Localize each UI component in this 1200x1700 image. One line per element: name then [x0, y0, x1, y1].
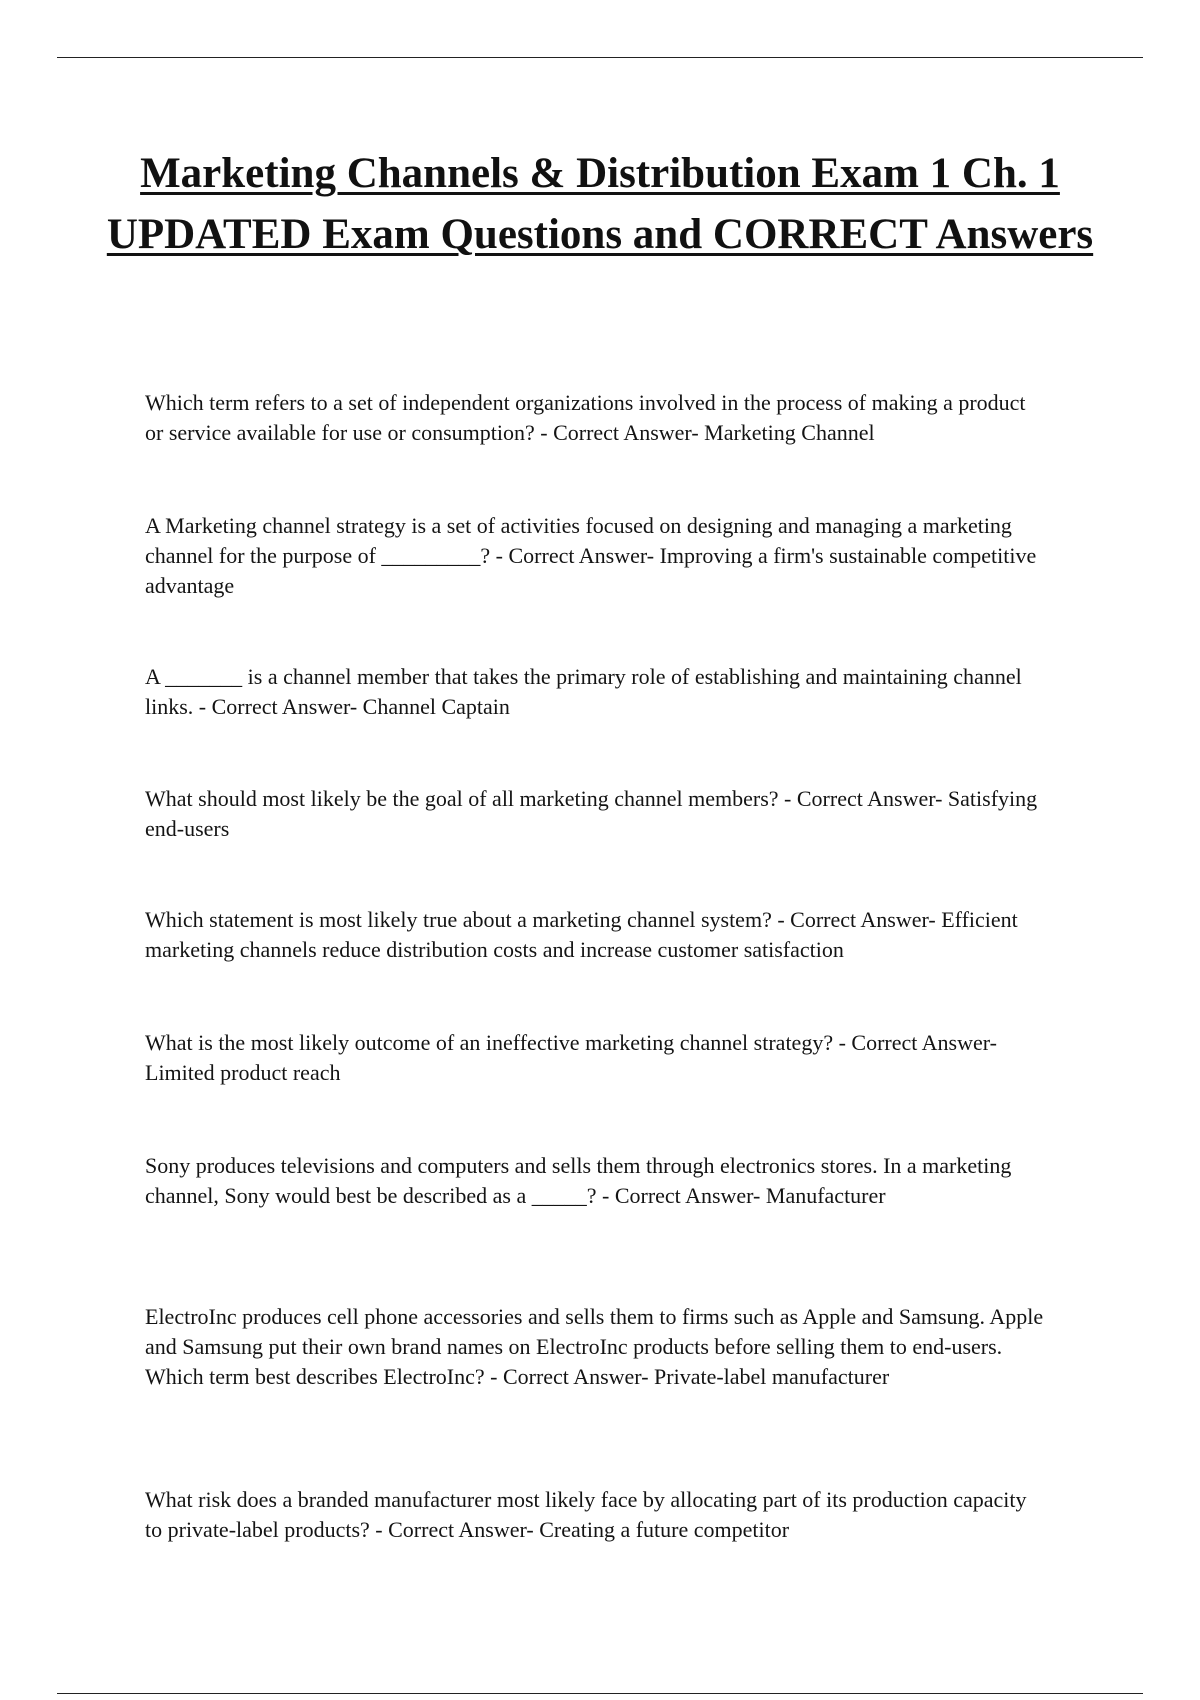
qa-item-8: ElectroInc produces cell phone accessories and sells them to firms such as Apple and Samsung. Apple and Samsung put their own brand names on ElectroInc products before selling them to end-users. Which term best describes ElectroInc? - Correct Answer- Private-label manufacturer — [145, 1304, 1044, 1389]
qa-item-7: Sony produces televisions and computers and sells them through electronics stores. In a marketing channel, Sony would best be described as a _____? - Correct Answer- Manufacturer — [145, 1153, 1012, 1208]
qa-item-2: A Marketing channel strategy is a set of activities focused on designing and managing a marketing channel for the purpose of _________? - Correct Answer- Improving a firm's sustainable competitive advantage — [145, 513, 1037, 598]
bottom-rule — [57, 1693, 1143, 1694]
qa-item-5: Which statement is most likely true about a marketing channel system? - Correct Answer- Efficient marketing channels reduce distribution costs and increase customer satisfaction — [145, 907, 1018, 962]
qa-item-3: A _______ is a channel member that takes the primary role of establishing and maintaining channel links. - Correct Answer- Channel Captain — [145, 664, 1022, 719]
page-title — [100, 143, 1100, 265]
top-rule — [57, 57, 1143, 58]
qa-item-6: What is the most likely outcome of an ineffective marketing channel strategy? - Correct Answer- Limited product reach — [145, 1030, 997, 1085]
qa-item-9: What risk does a branded manufacturer most likely face by allocating part of its production capacity to private-label products? - Correct Answer- Creating a future competitor — [145, 1487, 1027, 1542]
qa-item-4: What should most likely be the goal of all marketing channel members? - Correct Answer- Satisfying end-users — [145, 786, 1038, 841]
qa-item-1: Which term refers to a set of independent organizations involved in the process of making a product or service available for use or consumption? - Correct Answer- Marketing Channel — [145, 390, 1026, 445]
page-title-text: Marketing Channels & Distribution Exam 1 Ch. 1 UPDATED Exam Questions and CORRECT Answers — [106, 150, 1094, 258]
